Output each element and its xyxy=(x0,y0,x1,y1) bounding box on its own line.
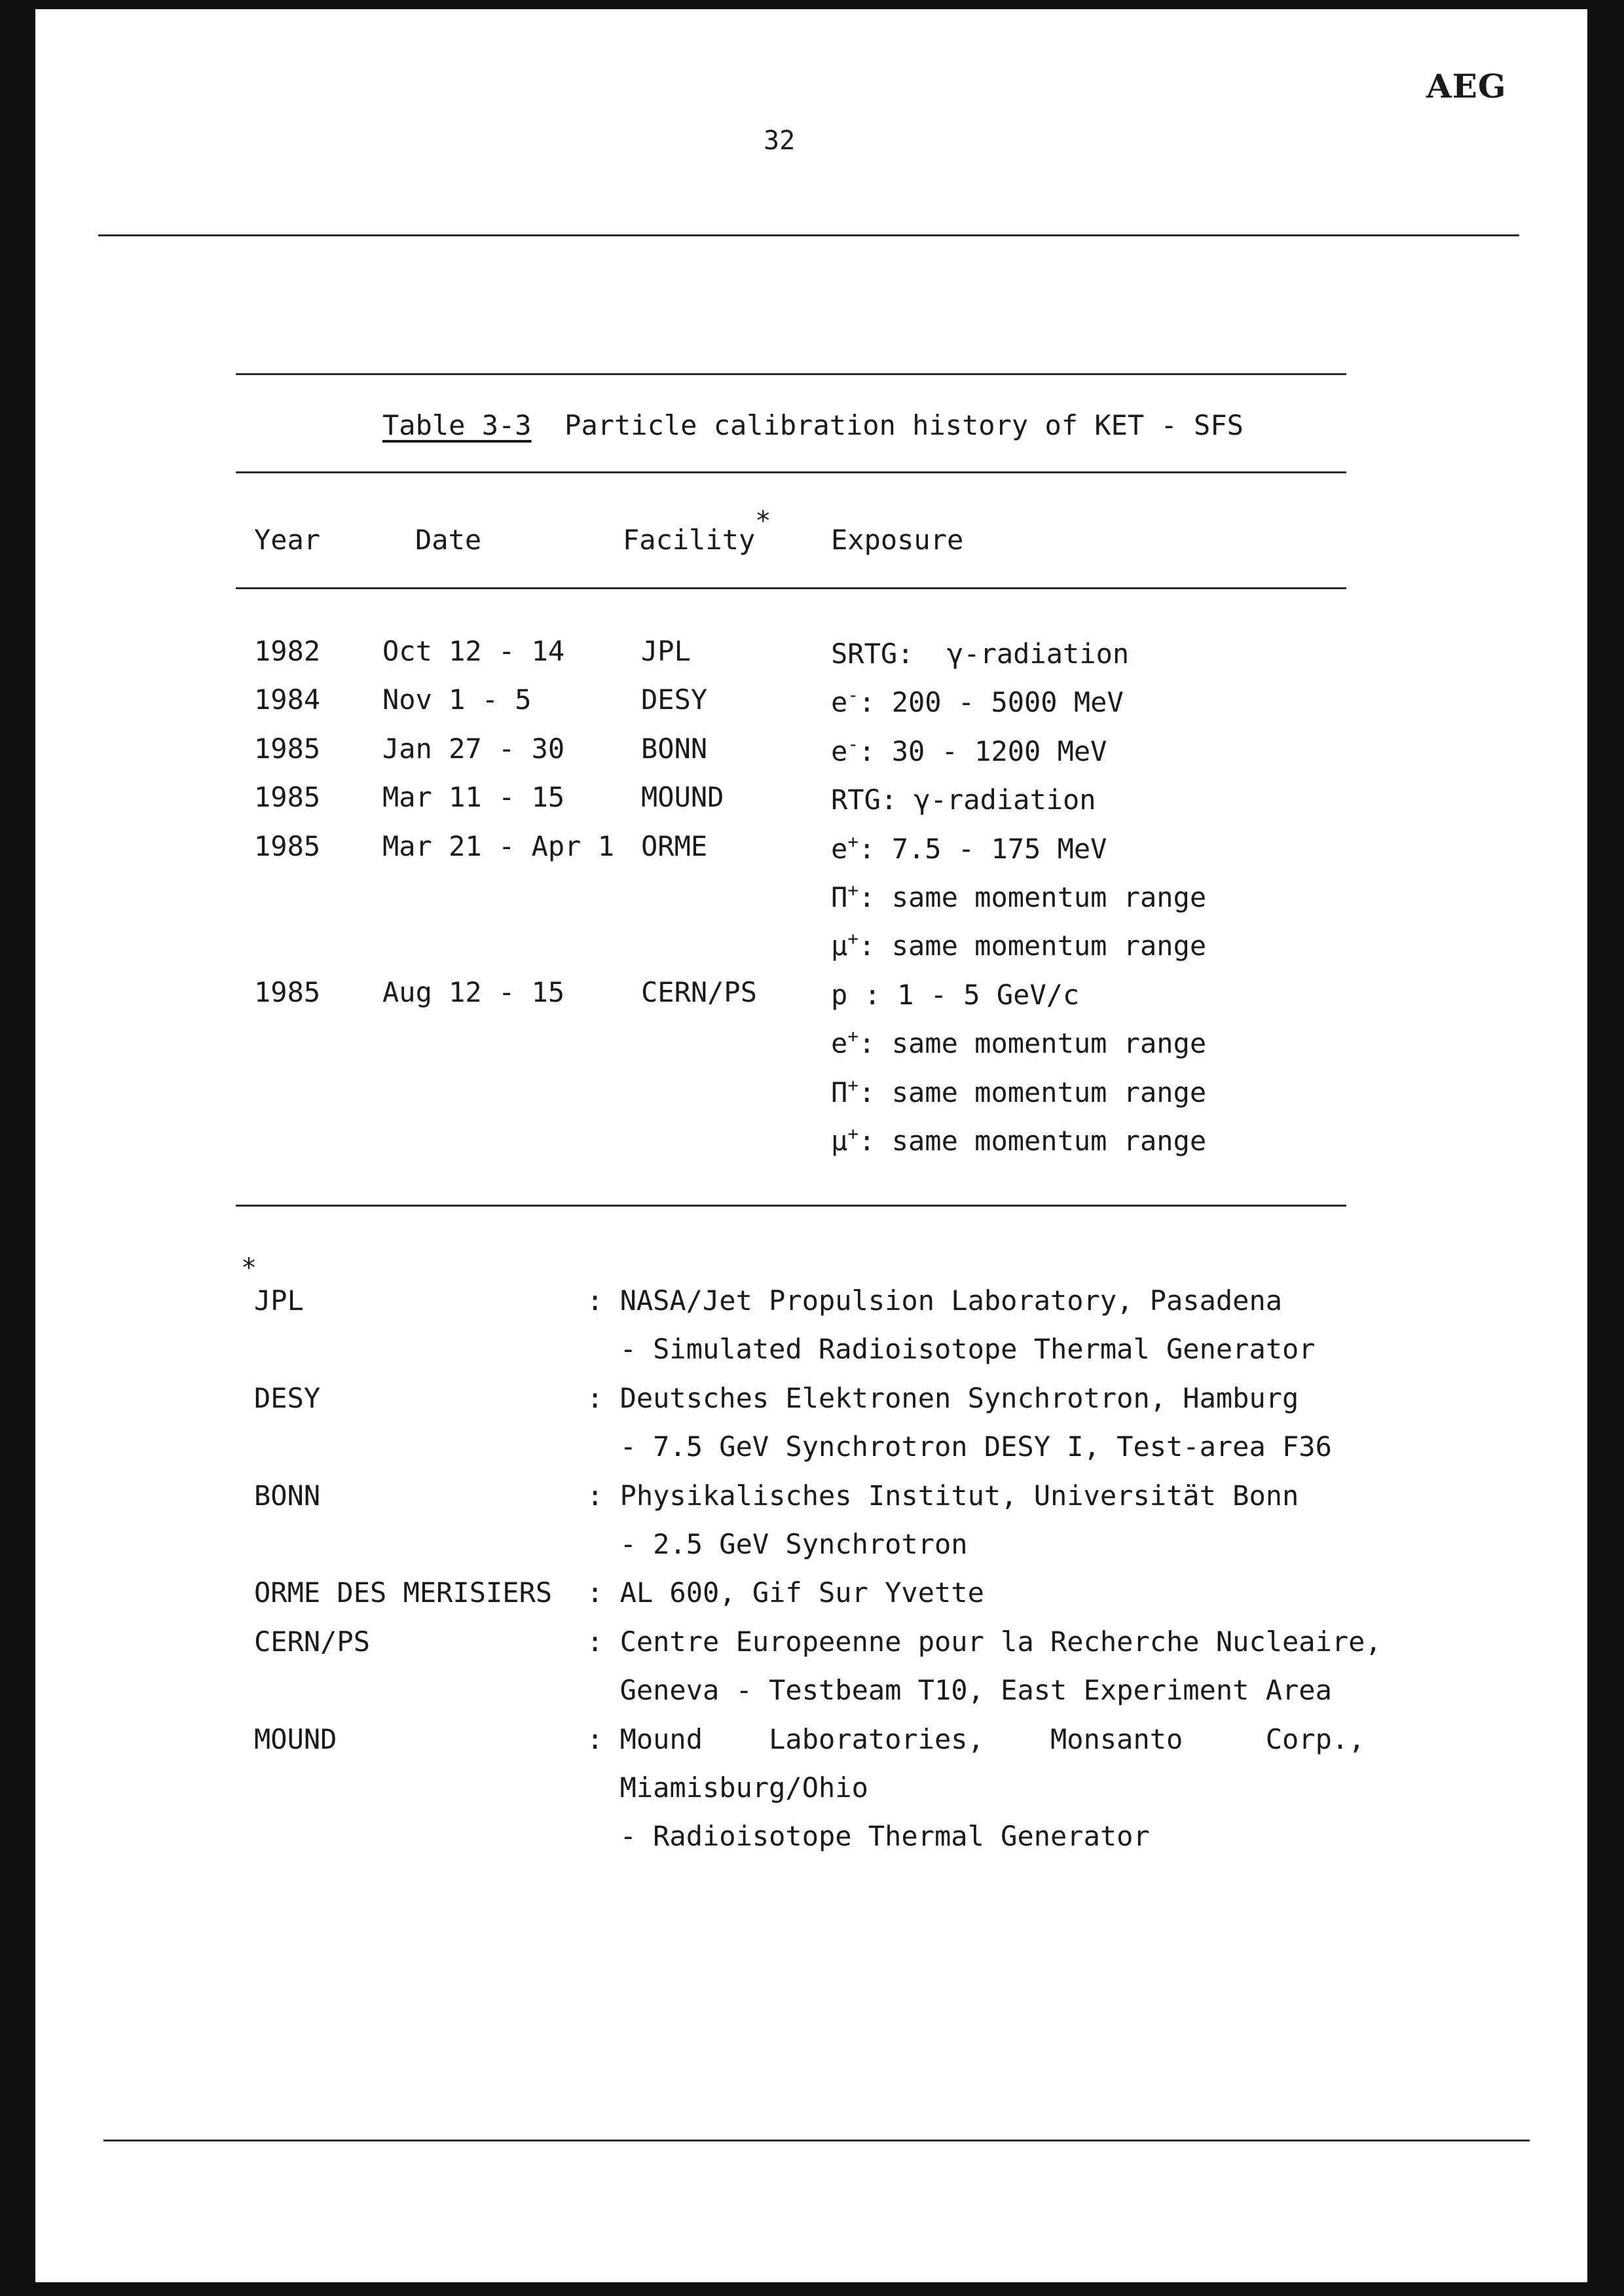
exposure-text: : same momentum range xyxy=(858,930,1207,962)
cell-facility: MOUND xyxy=(641,781,724,814)
footnote-star: * xyxy=(241,1253,257,1283)
exposure-symbol: Π xyxy=(831,1076,848,1108)
exposure-symbol: Π xyxy=(831,881,848,913)
footnote-marker: * xyxy=(755,506,771,536)
footnote-line: - Simulated Radioisotope Thermal Generator xyxy=(587,1333,1316,1366)
exposure-text: : same momentum range xyxy=(858,1125,1207,1157)
col-facility-header xyxy=(623,506,771,556)
header-rule-2 xyxy=(236,587,1346,589)
cell-exposure xyxy=(831,830,1107,865)
document-page xyxy=(35,9,1587,2282)
cell-exposure xyxy=(831,684,1124,719)
cell-date: Oct 12 - 14 xyxy=(382,635,565,667)
table-bottom-rule xyxy=(236,1205,1346,1207)
exposure-text: : 7.5 - 175 MeV xyxy=(858,832,1107,865)
exposure-symbol: e xyxy=(831,686,848,719)
footnote-line: - 7.5 GeV Synchrotron DESY I, Test-area F36 xyxy=(587,1430,1332,1463)
table-top-rule xyxy=(236,373,1346,375)
footnote-line: : Physikalisches Institut, Universität Bonn xyxy=(587,1479,1299,1512)
cell-exposure xyxy=(831,1125,1206,1155)
exposure-symbol: μ xyxy=(831,930,848,962)
footnote-line: Miamisburg/Ohio xyxy=(587,1772,868,1804)
footnote-key: ORME DES MERISIERS xyxy=(254,1576,553,1609)
exposure-symbol: SRTG: xyxy=(831,638,914,670)
charge-superscript: + xyxy=(847,1025,859,1048)
charge-superscript: + xyxy=(847,1123,859,1144)
charge-superscript: + xyxy=(847,1074,859,1096)
cell-year: 1984 xyxy=(254,683,321,716)
table-label: Table 3-3 xyxy=(382,409,532,441)
cell-date: Nov 1 - 5 xyxy=(382,683,532,716)
cell-exposure xyxy=(831,930,1206,960)
cell-facility: CERN/PS xyxy=(641,975,758,1008)
cell-date: Jan 27 - 30 xyxy=(382,732,565,765)
cell-exposure xyxy=(831,881,1206,911)
col-date-header: Date xyxy=(415,524,482,556)
cell-year: 1985 xyxy=(254,829,321,862)
footnote-key: JPL xyxy=(254,1285,304,1317)
cell-exposure xyxy=(831,1076,1206,1106)
charge-superscript: + xyxy=(847,830,859,852)
charge-superscript: + xyxy=(847,879,859,901)
footnote-key: BONN xyxy=(254,1479,321,1512)
charge-superscript: - xyxy=(847,684,859,706)
cell-date: Mar 21 - Apr 1 xyxy=(382,829,615,862)
exposure-symbol: e xyxy=(831,735,848,767)
exposure-text: : 1 - 5 GeV/c xyxy=(847,978,1080,1011)
cell-facility: DESY xyxy=(641,683,708,716)
exposure-text: : same momentum range xyxy=(858,1076,1207,1108)
cell-year: 1985 xyxy=(254,975,321,1008)
table-title: Particle calibration history of KET - SFS xyxy=(564,409,1244,441)
exposure-symbol: e xyxy=(831,832,848,865)
facility-label: Facility xyxy=(623,524,756,556)
col-exposure-header: Exposure xyxy=(831,524,964,556)
footnote-key: DESY xyxy=(254,1381,321,1414)
exposure-text: : 30 - 1200 MeV xyxy=(858,735,1107,767)
cell-exposure xyxy=(831,735,1107,765)
exposure-symbol: RTG: xyxy=(831,784,898,816)
footnote-line: Geneva - Testbeam T10, East Experiment Area xyxy=(587,1674,1332,1707)
table-caption xyxy=(382,409,1244,441)
cell-year: 1982 xyxy=(254,635,321,667)
page-number: 32 xyxy=(764,126,796,156)
aeg-logo: AEG xyxy=(1426,67,1507,105)
exposure-symbol: e xyxy=(831,1027,848,1060)
cell-exposure xyxy=(831,638,1129,668)
footnote-key: CERN/PS xyxy=(254,1625,371,1658)
footnote-line: : Centre Europeenne pour la Recherche Nucleaire, xyxy=(587,1625,1382,1658)
exposure-text: γ-radiation xyxy=(913,638,1130,670)
cell-year: 1985 xyxy=(254,732,321,765)
cell-facility: ORME xyxy=(641,829,708,862)
footnote-line: - 2.5 GeV Synchrotron xyxy=(587,1528,968,1560)
cell-date: Mar 11 - 15 xyxy=(382,781,565,814)
cell-year: 1985 xyxy=(254,781,321,814)
cell-exposure xyxy=(831,979,1079,1009)
caption-rule xyxy=(236,471,1346,473)
footnote-line: : Mound Laboratories, Monsanto Corp., xyxy=(587,1722,1365,1755)
footnote-line: : Deutsches Elektronen Synchrotron, Hamburg xyxy=(587,1381,1299,1414)
exposure-text: : same momentum range xyxy=(858,881,1207,913)
exposure-text: : same momentum range xyxy=(858,1027,1207,1060)
exposure-text: : 200 - 5000 MeV xyxy=(858,686,1124,719)
exposure-symbol: p xyxy=(831,978,848,1011)
cell-exposure xyxy=(831,1025,1207,1060)
footnote-line: : AL 600, Gif Sur Yvette xyxy=(587,1576,984,1609)
charge-superscript: - xyxy=(847,733,859,755)
cell-date: Aug 12 - 15 xyxy=(382,975,565,1008)
col-year-header: Year xyxy=(254,524,321,556)
cell-exposure xyxy=(831,784,1096,814)
header-rule xyxy=(98,234,1519,236)
exposure-text: γ-radiation xyxy=(897,784,1096,816)
footnote-line: : NASA/Jet Propulsion Laboratory, Pasadena xyxy=(587,1285,1283,1317)
footnote-line: - Radioisotope Thermal Generator xyxy=(587,1820,1150,1853)
charge-superscript: + xyxy=(847,928,859,950)
cell-facility: JPL xyxy=(641,635,691,667)
footer-rule xyxy=(103,2140,1530,2141)
exposure-symbol: μ xyxy=(831,1125,848,1157)
cell-facility: BONN xyxy=(641,732,708,765)
footnote-key: MOUND xyxy=(254,1722,337,1755)
